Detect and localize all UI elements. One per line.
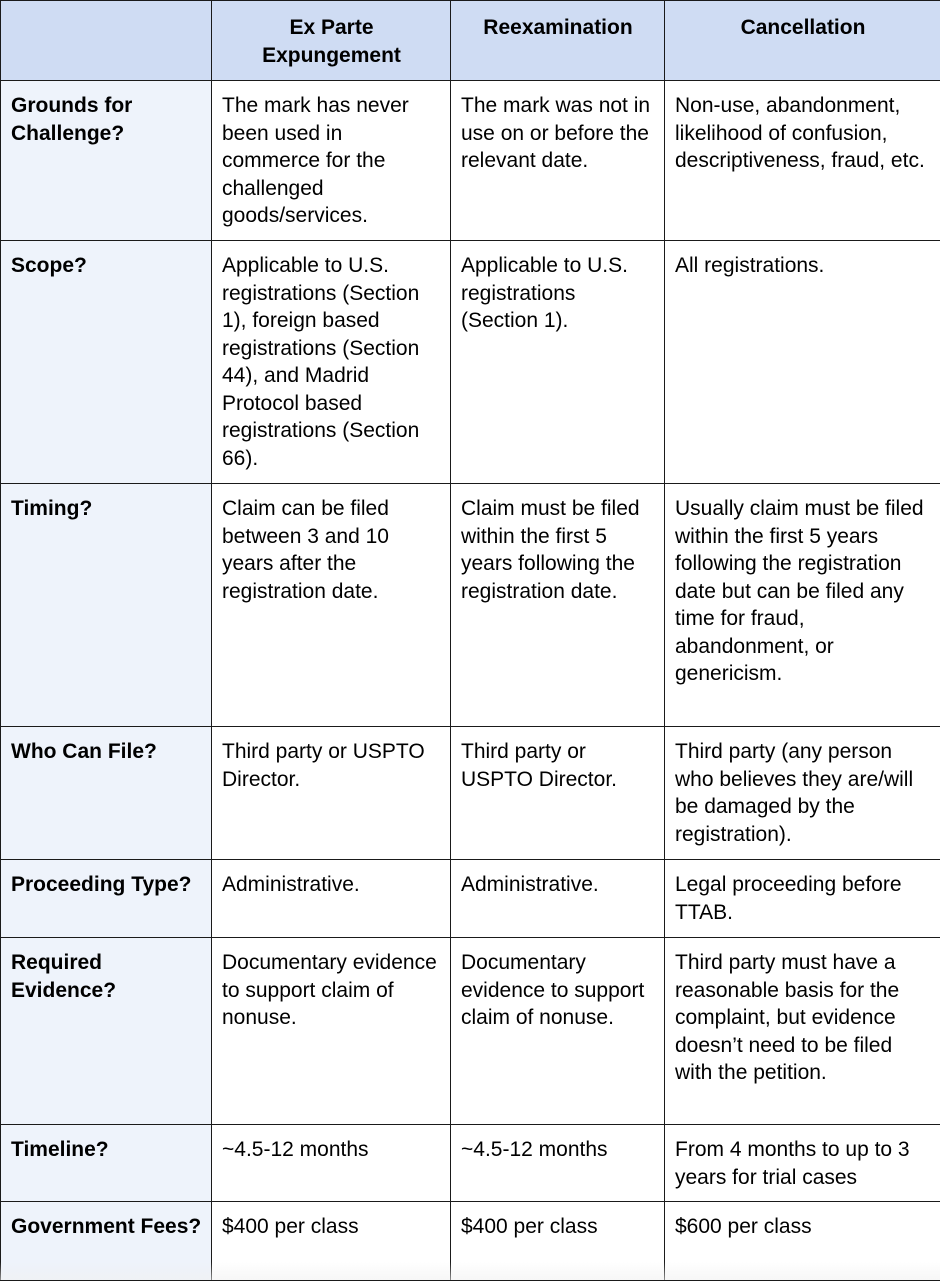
table-cell: All registrations. [665, 241, 940, 484]
table-cell: $400 per class [212, 1202, 451, 1281]
row-label-proceeding-type: Proceeding Type? [1, 860, 212, 938]
column-header-reexamination: Reexamination [451, 1, 665, 81]
table-cell: Applicable to U.S. registrations (Section 1). [451, 241, 665, 484]
table-row-government-fees [1, 1202, 940, 1281]
table-cell: Claim must be filed within the first 5 years following the registration date. [451, 484, 665, 727]
table-cell: Third party must have a reasonable basis for the complaint, but evidence doesn’t need to be filed with the petition. [665, 938, 940, 1125]
table-cell: ~4.5-12 months [451, 1125, 665, 1202]
corner-header-cell [1, 1, 212, 81]
table-row-scope [1, 241, 940, 484]
row-label-scope: Scope? [1, 241, 212, 484]
table-row-required-evidence [1, 938, 940, 1125]
column-header-cancellation: Cancellation [665, 1, 940, 81]
table-cell: $400 per class [451, 1202, 665, 1281]
column-header-ex-parte-expungement: Ex Parte Expungement [212, 1, 451, 81]
table-row-proceeding-type [1, 860, 940, 938]
table-cell: Third party or USPTO Director. [451, 727, 665, 860]
row-label-timing: Timing? [1, 484, 212, 727]
row-label-required-evidence: Required Evidence? [1, 938, 212, 1125]
table-row-timeline [1, 1125, 940, 1202]
table-cell: Third party (any person who believes they are/will be damaged by the registration). [665, 727, 940, 860]
table-cell: ~4.5-12 months [212, 1125, 451, 1202]
table-row-timing [1, 484, 940, 727]
table-cell: Administrative. [212, 860, 451, 938]
table-cell: From 4 months to up to 3 years for trial cases [665, 1125, 940, 1202]
table-cell: $600 per class [665, 1202, 940, 1281]
table-row-grounds [1, 81, 940, 241]
table-cell: Usually claim must be filed within the first 5 years following the registration date but can be filed any time for fraud, abandonment, or genericism. [665, 484, 940, 727]
table-cell: Documentary evidence to support claim of nonuse. [451, 938, 665, 1125]
table-cell: Administrative. [451, 860, 665, 938]
table-cell: Non-use, abandonment, likelihood of confusion, descriptiveness, fraud, etc. [665, 81, 940, 241]
table-cell: Legal proceeding before TTAB. [665, 860, 940, 938]
table-cell: Documentary evidence to support claim of nonuse. [212, 938, 451, 1125]
header-row [1, 1, 940, 81]
table-row-who-can-file [1, 727, 940, 860]
table-cell: The mark was not in use on or before the relevant date. [451, 81, 665, 241]
row-label-who-can-file: Who Can File? [1, 727, 212, 860]
row-label-grounds: Grounds for Challenge? [1, 81, 212, 241]
table-cell: The mark has never been used in commerce for the challenged goods/services. [212, 81, 451, 241]
table-cell: Third party or USPTO Director. [212, 727, 451, 860]
table-cell: Applicable to U.S. registrations (Section 1), foreign based registrations (Section 44), and Madrid Protocol based registrations (Section 66). [212, 241, 451, 484]
row-label-timeline: Timeline? [1, 1125, 212, 1202]
table-cell: Claim can be filed between 3 and 10 years after the registration date. [212, 484, 451, 727]
row-label-government-fees: Government Fees? [1, 1202, 212, 1281]
